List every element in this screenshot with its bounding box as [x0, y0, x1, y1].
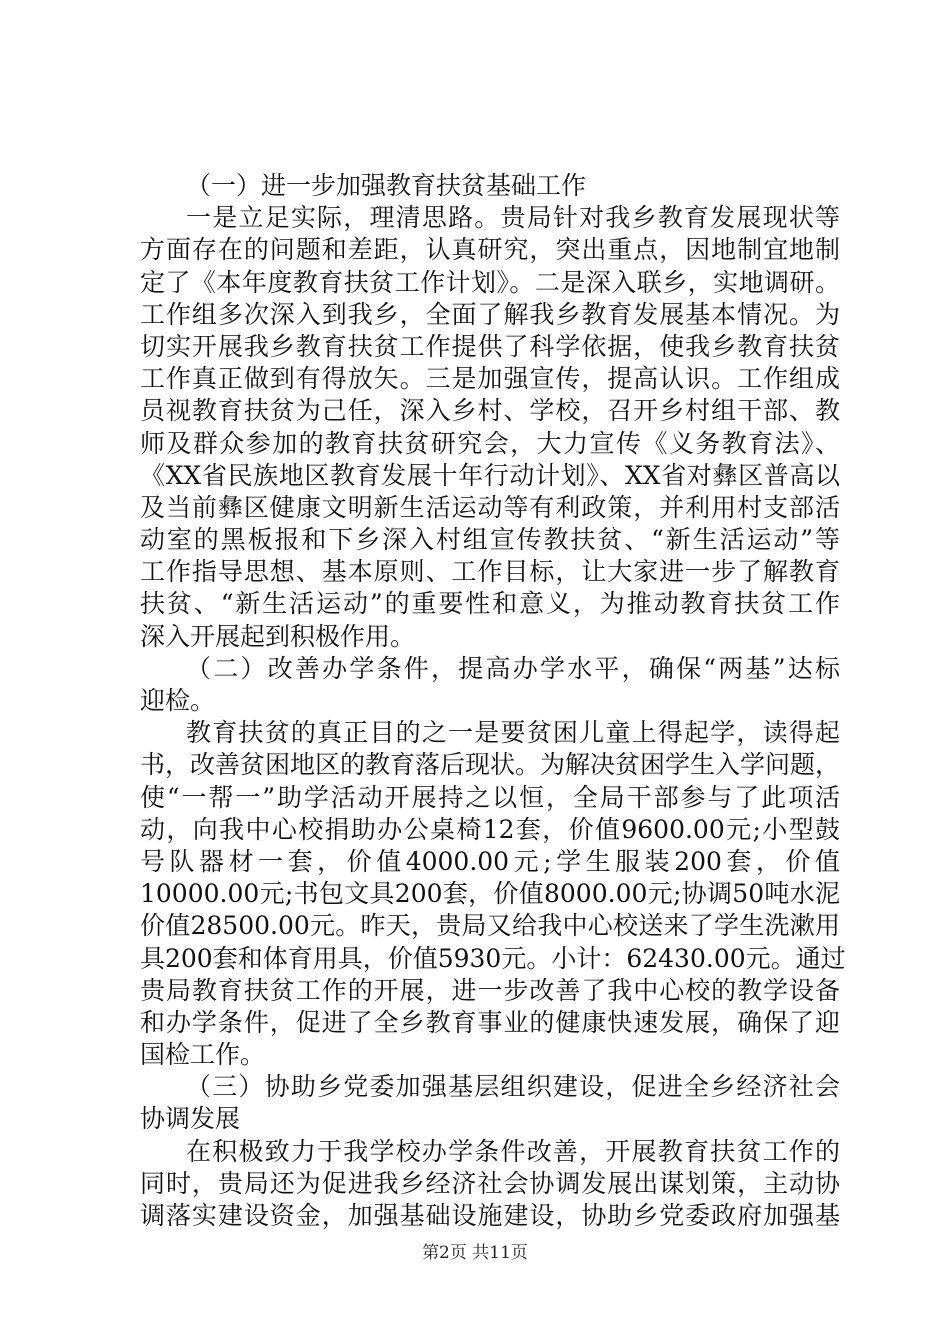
text-line: 《XX省民族地区教育发展十年行动计划》、XX省对彝区普高以 [140, 460, 840, 490]
text-line: 号队器材一套，价值4000.00元;学生服装200套，价值 [140, 846, 840, 876]
document-body [140, 170, 846, 1232]
text-line: 国检工作。 [140, 1040, 266, 1070]
text-line: 调落实建设资金，加强基础设施建设，协助乡党委政府加强基 [140, 1201, 840, 1230]
section-heading-3: （三）协助乡党委加强基层组织建设，促进全乡经济社会 [186, 1072, 840, 1102]
text-line: 方面存在的问题和差距，认真研究，突出重点，因地制宜地制 [140, 235, 840, 265]
text-line: 深入开展起到积极作用。 [140, 621, 416, 651]
text-line: 同时，贵局还为促进我乡经济社会协调发展出谋划策，主动协 [140, 1168, 840, 1198]
text-line: 切实开展我乡教育扶贫工作提供了科学依据，使我乡教育扶贫 [140, 331, 840, 361]
text-line: 工作指导思想、基本原则、工作目标，让大家进一步了解教育 [140, 557, 840, 587]
text-line: 动室的黑板报和下乡深入村组宣传教扶贫、“新生活运动”等 [140, 525, 840, 555]
text-line: 教育扶贫的真正目的之一是要贫困儿童上得起学，读得起 [186, 718, 840, 748]
text-line: 动，向我中心校捐助办公桌椅12套，价值9600.00元;小型鼓 [140, 814, 840, 844]
text-line: 师及群众参加的教育扶贫研究会，大力宣传《义务教育法》、 [140, 428, 840, 458]
text-line: 贵局教育扶贫工作的开展，进一步改善了我中心校的教学设备 [140, 975, 840, 1005]
section-heading-1: （一）进一步加强教育扶贫基础工作 [186, 171, 587, 200]
section-heading-2-cont: 迎检。 [140, 686, 216, 715]
text-line: 使“一帮一”助学活动开展持之以恒，全局干部参与了此项活 [140, 782, 840, 812]
text-line: 一是立足实际，理清思路。贵局针对我乡教育发展现状等 [186, 203, 840, 233]
text-line: 具200套和体育用具，价值5930元。小计：62430.00元。通过 [140, 943, 846, 973]
text-line: 扶贫、“新生活运动”的重要性和意义，为推动教育扶贫工作 [140, 589, 840, 619]
section-heading-3-cont: 协调发展 [140, 1104, 241, 1134]
text-line: 工作组多次深入到我乡，全面了解我乡教育发展基本情况。为 [140, 299, 840, 329]
section-heading-2: （二）改善办学条件，提高办学水平，确保“两基”达标 [186, 653, 840, 683]
text-line: 及当前彝区健康文明新生活运动等有利政策，并利用村支部活 [140, 492, 840, 522]
text-line: 价值28500.00元。昨天，贵局又给我中心校送来了学生洗漱用 [140, 911, 840, 941]
text-line: 书，改善贫困地区的教育落后现状。为解决贫困学生入学问题， [140, 750, 841, 780]
text-line: 定了《本年度教育扶贫工作计划》。二是深入联乡，实地调研。 [140, 267, 840, 297]
text-line: 10000.00元;书包文具200套，价值8000.00元;协调50吨水泥 [140, 879, 840, 909]
text-line: 员视教育扶贫为己任，深入乡村、学校，召开乡村组干部、教 [140, 396, 840, 426]
text-line: 工作真正做到有得放矢。三是加强宣传，提高认识。工作组成 [140, 364, 840, 394]
text-line: 和办学条件，促进了全乡教育事业的健康快速发展，确保了迎 [140, 1007, 840, 1037]
page-number-footer: 第2页 共11页 [422, 1243, 528, 1263]
text-line: 在积极致力于我学校办学条件改善，开展教育扶贫工作的 [186, 1136, 840, 1166]
